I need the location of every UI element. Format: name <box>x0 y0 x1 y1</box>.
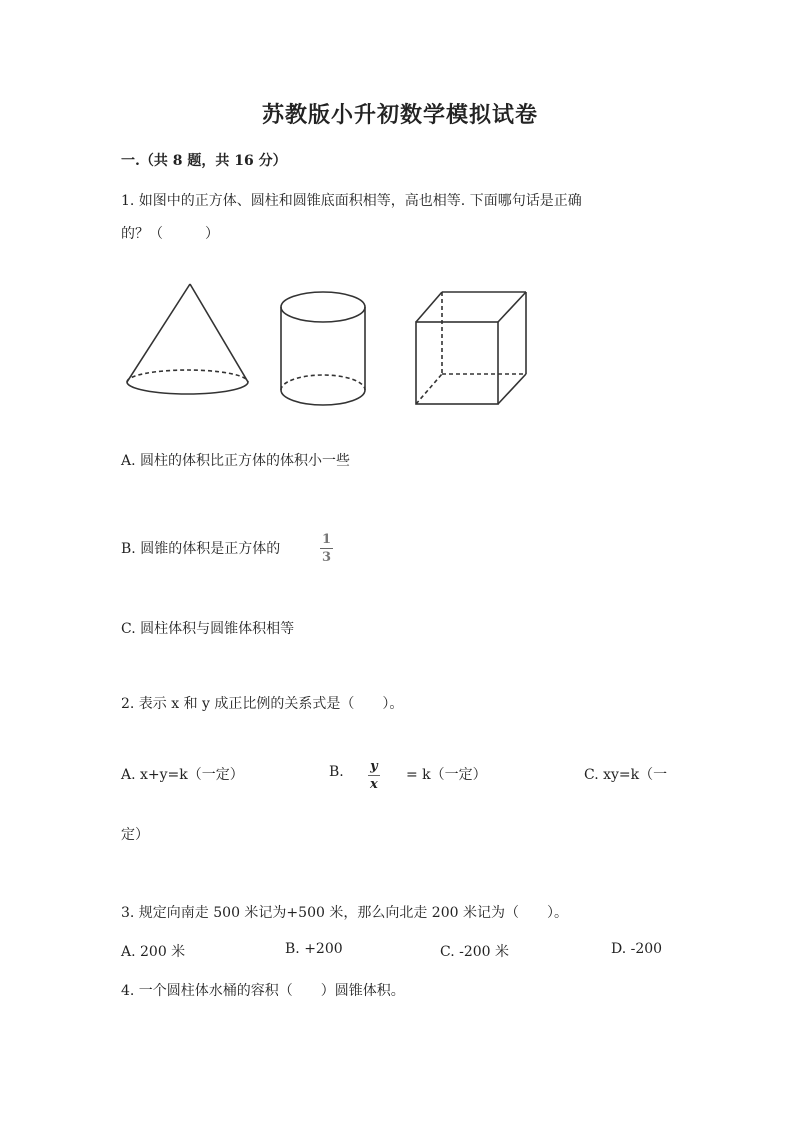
question-2-option-c-line2: 定） <box>121 827 149 843</box>
question-2-option-c-line1: C. xy=k（一 <box>584 767 668 783</box>
question-2-option-b-fraction <box>368 760 380 791</box>
page-title: 苏教版小升初数学模拟试卷 <box>261 102 538 128</box>
question-2-option-a: A. x+y=k（一定） <box>121 767 244 783</box>
question-1-stem-line1: 1. 如图中的正方体、圆柱和圆锥底面积相等，高也相等. 下面哪句话是正确 <box>121 193 582 209</box>
question-1-option-b-fraction <box>320 533 333 564</box>
fraction-denominator: x <box>370 777 378 792</box>
question-1-figure <box>110 270 550 420</box>
question-3-stem: 3. 规定向南走 500 米记为+500 米，那么向北走 200 米记为（ ）。 <box>121 905 568 921</box>
question-2-stem: 2. 表示 x 和 y 成正比例的关系式是（ ）。 <box>121 696 404 712</box>
question-1-stem-line2: 的？（ ） <box>121 226 219 242</box>
question-3-option-b: B. +200 <box>285 941 343 957</box>
cube-icon <box>416 292 526 404</box>
fraction-numerator: 1 <box>322 532 332 547</box>
question-1-option-a: A. 圆柱的体积比正方体的体积小一些 <box>121 453 351 469</box>
question-3-option-c: C. -200 米 <box>440 944 510 960</box>
question-1-option-b: B. 圆锥的体积是正方体的 <box>121 541 281 557</box>
cone-icon <box>127 284 248 394</box>
fraction-numerator: y <box>370 759 378 774</box>
question-3-option-a: A. 200 米 <box>121 944 186 960</box>
question-4-stem: 4. 一个圆柱体水桶的容积（ ）圆锥体积。 <box>121 983 405 999</box>
question-1-option-c: C. 圆柱体积与圆锥体积相等 <box>121 621 295 637</box>
question-2-option-b-label: B. <box>329 764 344 780</box>
fraction-denominator: 3 <box>322 550 332 565</box>
section-heading: 一.（共 8 题，共 16 分） <box>121 153 287 169</box>
cylinder-icon <box>281 292 365 405</box>
question-3-option-d: D. -200 <box>611 941 663 957</box>
question-2-option-b-rest: = k（一定） <box>406 767 487 783</box>
